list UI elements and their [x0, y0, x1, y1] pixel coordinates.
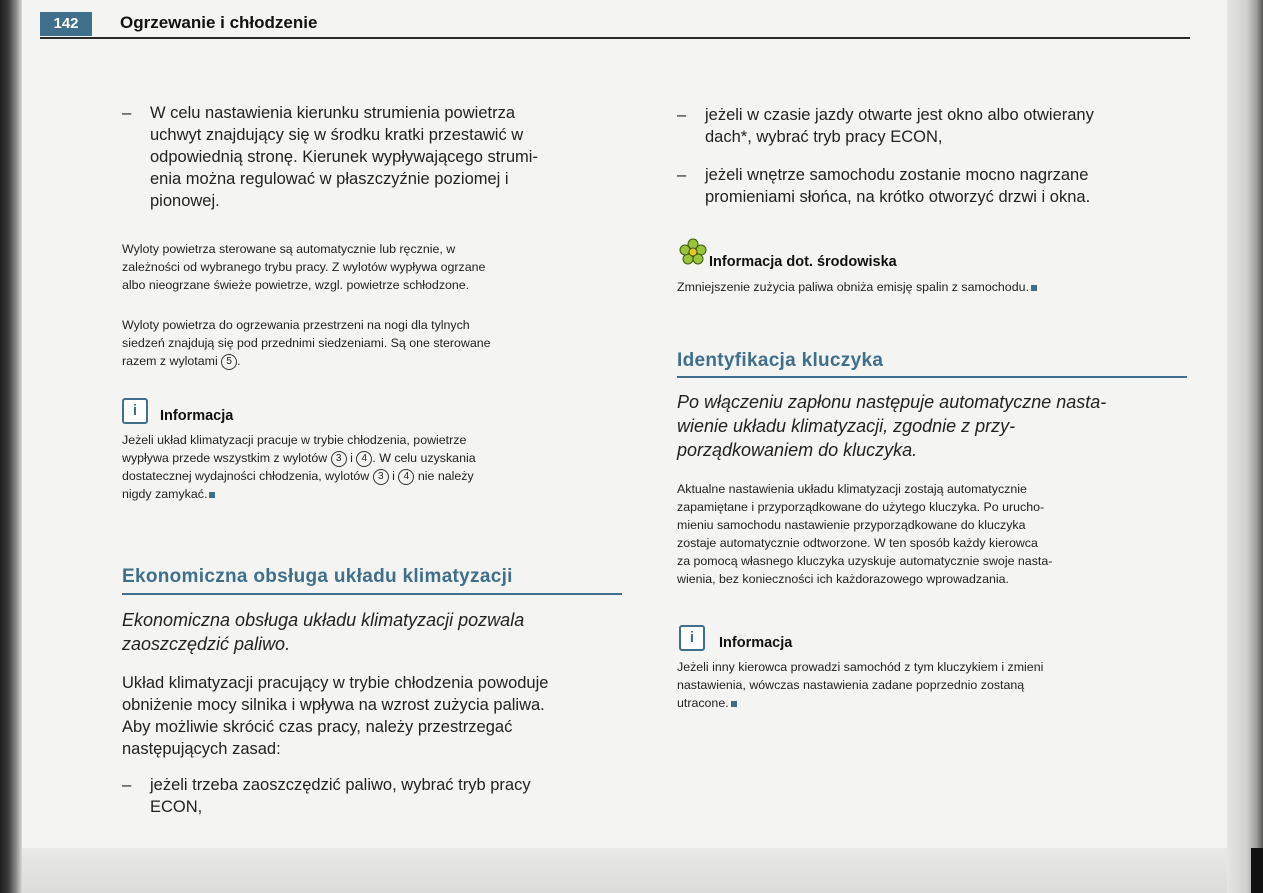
- text-line: promieniami słońca, na krótko otworzyć drzwi i okna.: [705, 188, 1091, 206]
- text-line: jeżeli w czasie jazdy otwarte jest okno albo otwierany: [705, 106, 1094, 124]
- text-line: Zmniejszenie zużycia paliwa obniża emisję spalin z samochodu.: [677, 280, 1029, 294]
- text-line: zaoszczędzić paliwo.: [122, 634, 291, 654]
- key-info-note: [677, 658, 1197, 712]
- info-title: Informacja: [719, 635, 793, 651]
- end-mark-icon: [209, 492, 215, 498]
- environment-title: Informacja dot. środowiska: [709, 254, 897, 270]
- text-line: albo nieogrzane świeże powietrze, wzgl. powietrze schłodzone.: [122, 278, 470, 292]
- bullet-dash: –: [677, 166, 687, 184]
- text-line: obniżenie mocy silnika i wpływa na wzrost zużycia paliwa.: [122, 696, 545, 714]
- bullet-dash: –: [122, 776, 132, 794]
- text-line: Po włączeniu zapłonu następuje automatyczne nasta-: [677, 392, 1107, 412]
- text-line: zależności od wybranego trybu pracy. Z wylotów wypływa ogrzane: [122, 260, 486, 274]
- info-title: Informacja: [160, 408, 234, 424]
- text-line: ECON,: [150, 798, 203, 816]
- section-rule: [677, 376, 1187, 378]
- text-line: jeżeli wnętrze samochodu zostanie mocno nagrzane: [705, 166, 1089, 184]
- callout-4: 4: [356, 451, 372, 467]
- page-header: [40, 10, 1225, 38]
- callout-3: 3: [373, 469, 389, 485]
- page-binding: [0, 0, 22, 893]
- text-line: Układ klimatyzacji pracujący w trybie chłodzenia powoduje: [122, 674, 549, 692]
- section-rule: [122, 593, 622, 595]
- text-line: W celu nastawienia kierunku strumienia powietrza: [150, 104, 515, 122]
- section-title-economy: Ekonomiczna obsługa układu klimatyzacji: [122, 566, 513, 587]
- callout-3: 3: [331, 451, 347, 467]
- text-line: zostaje automatycznie odtworzone. W ten sposób każdy kierowca: [677, 536, 1038, 550]
- edge-mark: [1251, 848, 1263, 893]
- end-mark-icon: [731, 701, 737, 707]
- text-line: dostatecznej wydajności chłodzenia, wylotów: [122, 469, 370, 483]
- text-line: wienia, bez konieczności ich każdorazowego wprowadzania.: [677, 572, 1009, 586]
- text-line: Jeżeli inny kierowca prowadzi samochód z tym kluczykiem i zmieni: [677, 660, 1044, 674]
- text-line: Wyloty powietrza sterowane są automatycznie lub ręcznie, w: [122, 242, 456, 256]
- info-note: Jeżeli układ klimatyzacji pracuje w trybie chłodzenia, powietrze wypływa przede wszystkim z wylotów 3 i 4 . W celu uzyskania dostatecznej wydajności chłodzenia, wylotów 3 i 4 nie należy nigdy zamykać.: [122, 431, 632, 503]
- page-number: 142: [40, 12, 92, 36]
- sunroof-bullet: [677, 104, 1197, 150]
- key-paragraph: [677, 480, 1197, 588]
- info-icon: i: [122, 398, 148, 424]
- bullet-dash: –: [677, 106, 687, 124]
- text-line: dach*, wybrać tryb pracy ECON,: [705, 128, 943, 146]
- text-line: Jeżeli układ klimatyzacji pracuje w trybie chłodzenia, powietrze: [122, 433, 467, 447]
- section-title-key: Identyfikacja kluczyka: [677, 350, 884, 371]
- text-line: Aktualne nastawienia układu klimatyzacji zostają automatycznie: [677, 482, 1027, 496]
- text-line: Wyloty powietrza do ogrzewania przestrzeni na nogi dla tylnych: [122, 318, 470, 332]
- text-line: wienie układu klimatyzacji, zgodnie z przy-: [677, 416, 1016, 436]
- callout-4: 4: [398, 469, 414, 485]
- text-line: nigdy zamykać.: [122, 487, 208, 501]
- callout-5: 5: [221, 354, 237, 370]
- page-edge: [1227, 0, 1263, 893]
- info-icon: i: [679, 625, 705, 651]
- text-line: porządkowaniem do kluczyka.: [677, 440, 918, 460]
- section-lead: [122, 608, 642, 656]
- environment-flower-icon: [679, 238, 707, 266]
- text-line: zapamiętane i przyporządkowane do użytego kluczyka. Po urucho-: [677, 500, 1045, 514]
- environment-note: [677, 278, 1187, 296]
- header-rule: [40, 37, 1190, 39]
- end-mark-icon: [1031, 285, 1037, 291]
- text-line: uchwyt znajdujący się w środku kratki przestawić w: [150, 126, 524, 144]
- text-line: za pomocą własnego kluczyka uzyskuje automatycznie swoje nasta-: [677, 554, 1053, 568]
- text-line: siedzeń znajdują się pod przednimi siedzeniami. Są one sterowane: [122, 336, 491, 350]
- text-line: mieniu samochodu nastawienie przyporządkowane do kluczyka: [677, 518, 1026, 532]
- vents-paragraph: [122, 240, 622, 294]
- key-lead: [677, 390, 1197, 462]
- rear-vents-paragraph: Wyloty powietrza do ogrzewania przestrzeni na nogi dla tylnych siedzeń znajdują się pod przednimi siedzeniami. Są one sterowane razem z wylotami 5 .: [122, 316, 632, 370]
- text-line: enia można regulować w płaszczyźnie poziomej i: [150, 170, 509, 188]
- text-line: jeżeli trzeba zaoszczędzić paliwo, wybrać tryb pracy: [150, 776, 531, 794]
- text-line: Aby możliwie skrócić czas pracy, należy przestrzegać: [122, 718, 513, 736]
- text-line: utracone.: [677, 696, 729, 710]
- economy-body: [122, 672, 642, 760]
- footer-band: [22, 848, 1227, 893]
- text-line: pionowej.: [150, 192, 220, 210]
- text-line: wypływa przede wszystkim z wylotów: [122, 451, 328, 465]
- chapter-title: Ogrzewanie i chłodzenie: [120, 13, 318, 32]
- text-line: nastawienia, wówczas nastawienia zadane poprzednio zostaną: [677, 678, 1025, 692]
- text-line: następujących zasad:: [122, 740, 281, 758]
- text-line: odpowiednią stronę. Kierunek wypływającego strumi-: [150, 148, 538, 166]
- bullet-dash: –: [122, 104, 132, 122]
- sun-heat-bullet: [677, 164, 1197, 210]
- text-line: razem z wylotami: [122, 354, 218, 368]
- econ-bullet: [122, 774, 642, 820]
- vent-direction-bullet: [122, 102, 642, 214]
- text-line: Ekonomiczna obsługa układu klimatyzacji pozwala: [122, 610, 525, 630]
